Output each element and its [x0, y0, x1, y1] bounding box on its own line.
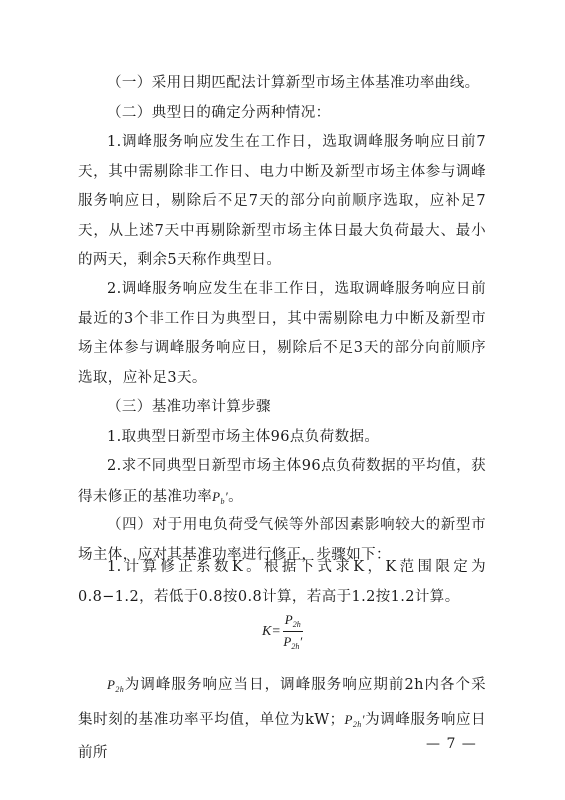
p2h-prime-definition: 为调峰服务响应日前所 — [78, 711, 487, 761]
baseline-power-symbol: $P_b'$ — [212, 488, 229, 506]
paragraph-workday-rule: 1.调峰服务响应发生在工作日，选取调峰服务响应日前7天，其中需剔除非工作日、电力中断及新型市场主体参与调峰服务响应日，剔除后不足7天的部分向前顺序选取，应补足7天，从上述7天中再剔除新型市场主体日最大负荷最大、最小的两天，剩余5天称作典型日。 — [78, 134, 486, 268]
formula-definition-text — [78, 670, 486, 769]
correction-factor-text: 1.计算修正系数K。根据下式求K，K范围限定为0.8−1.2，若低于0.8按0.8计算，若高于1.2按1.2计算。 — [78, 559, 486, 605]
correction-factor-formula — [262, 612, 303, 651]
section-1-heading: （一）采用日期匹配法计算新型市场主体基准功率曲线。 — [107, 75, 480, 91]
section-4-heading: （四）对于用电负荷受气候等外部因素影响较大的新型市场主体，应对其基准功率进行修正，步骤如下： — [78, 517, 486, 563]
p2h-prime-symbol: $P_{2h}'$ — [344, 711, 365, 729]
page-number: — 7 — — [426, 736, 477, 752]
paragraph-non-workday-rule: 2.调峰服务响应发生在非工作日，选取调峰服务响应日前最近的3个非工作日为典型日，其中需剔除电力中断及新型市场主体参与调峰服务响应日，剔除后不足3天的部分向前顺序选取，应补足3天。 — [78, 281, 486, 386]
section-3-heading: （三）基准功率计算步骤 — [107, 399, 271, 415]
step-2-body: 2.求不同典型日新型市场主体96点负荷数据的平均值，获得未修正的基准功率 — [78, 458, 486, 505]
section-2-heading: （二）典型日的确定分两种情况： — [107, 105, 331, 121]
step-2-text: 2.求不同典型日新型市场主体96点负荷数据的平均值，获得未修正的基准功率$P_b'$。 — [78, 458, 486, 506]
formula-lhs: K= — [262, 623, 281, 639]
p2h-symbol: $P_{2h}$ — [107, 677, 125, 694]
formula-fraction — [283, 612, 303, 651]
formula-denominator: $P_{2h}'$ — [283, 634, 303, 651]
formula-numerator: $P_{2h}$ — [283, 612, 303, 632]
step-1-text: 1.取典型日新型市场主体96点负荷数据。 — [107, 429, 380, 445]
p2h-definition: 为调峰服务响应当日，调峰服务响应期前2h内各个采集时刻的基准功率平均值，单位为kW； — [78, 677, 486, 728]
